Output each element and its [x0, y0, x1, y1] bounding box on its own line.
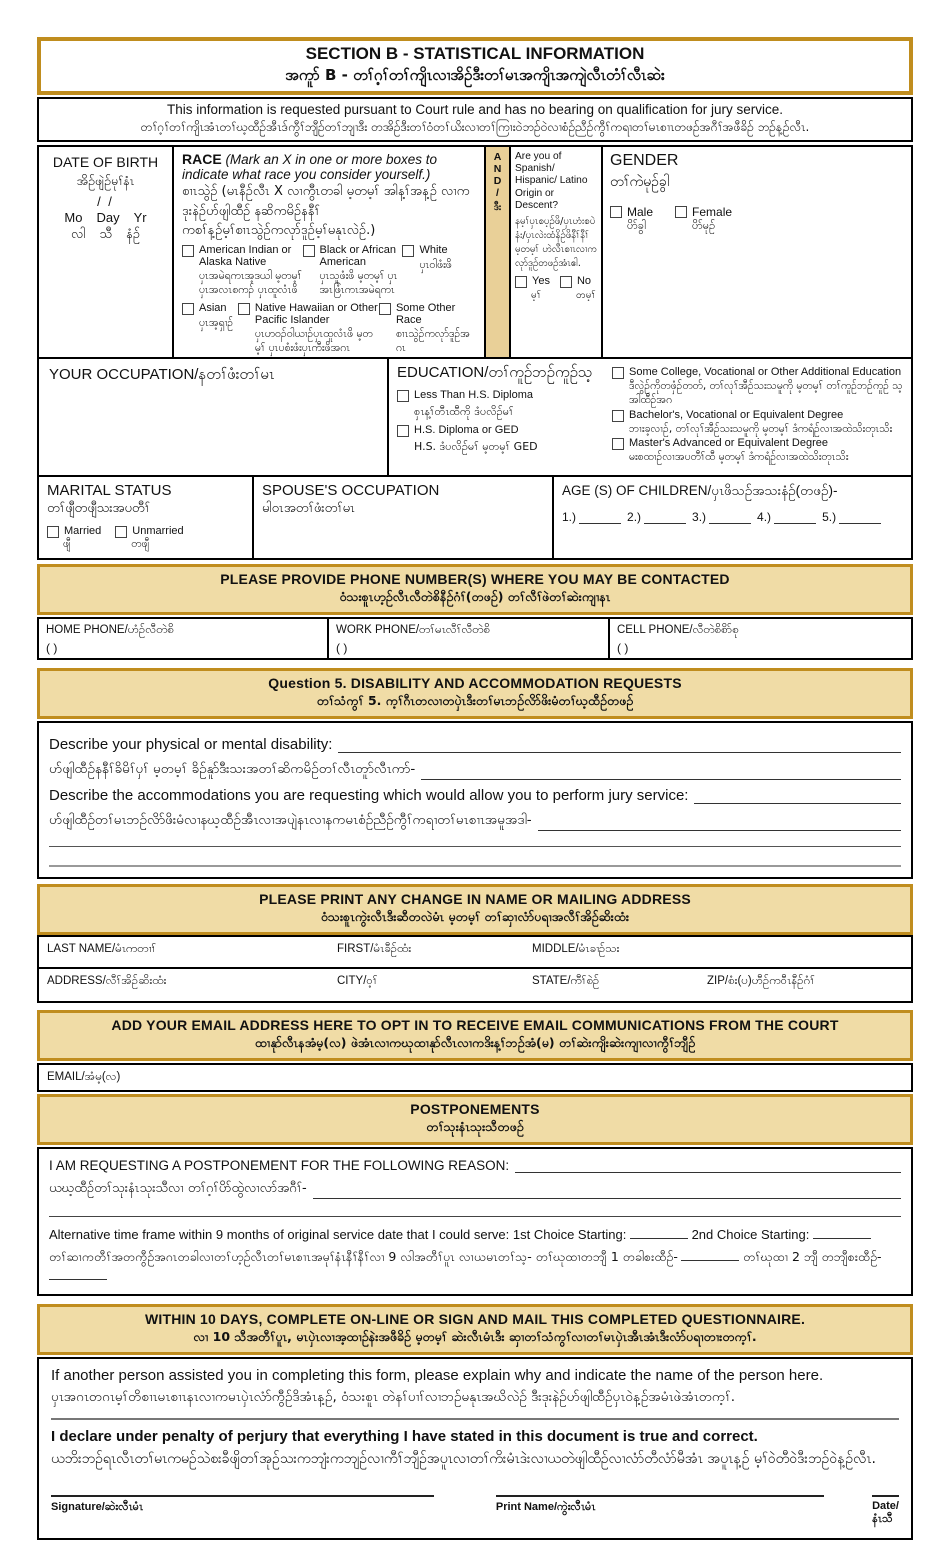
age-3-field[interactable] [709, 512, 751, 524]
age-4-field[interactable] [774, 512, 816, 524]
checkbox-black-african-american[interactable] [303, 245, 315, 257]
postponement-reason-en: I AM REQUESTING A POSTPONEMENT FOR THE FOLLOWING REASON: [49, 1158, 510, 1174]
cell-phone-label: CELL PHONE/လီတဲစိစိာ်စု [617, 624, 739, 637]
unmarried-label-karen: တဖျီ [131, 538, 150, 551]
name-change-banner-en: PLEASE PRINT ANY CHANGE IN NAME OR MAILING ADDRESS [259, 891, 691, 908]
statistics-grid [37, 145, 913, 560]
second-choice-field[interactable] [813, 1227, 871, 1239]
education-option-some-college [612, 366, 903, 407]
alt-timeframe-en: Alternative time frame within 9 months of original service date that I could serve: 1st Choice Starting: [49, 1227, 627, 1243]
disability-field-en[interactable] [338, 739, 901, 753]
spouse-occupation-cell[interactable] [254, 477, 554, 558]
spouse-label-en: SPOUSE'S OCCUPATION [262, 482, 440, 500]
dob-label-en: DATE OF BIRTH [52, 154, 159, 170]
postponement-reason-field-en[interactable] [515, 1159, 901, 1173]
age-2-label: 2.) [627, 510, 642, 525]
hispanic-yes-option [515, 275, 550, 303]
race-option-en: Some Other Race [395, 301, 456, 326]
alt-timeframe-karen-2: တၢ်ဃုထၢ 2 ဘျီ [743, 1248, 818, 1264]
hispanic-no-option [560, 275, 596, 303]
male-label-karen: ပိာ်ခွါ [627, 219, 646, 232]
age-1-label: 1.) [562, 510, 577, 525]
first-choice-field-karen[interactable] [681, 1249, 739, 1261]
question5-banner [37, 668, 913, 719]
accommodation-prompt-karen: ဟ်ဖျါထီဉ်တၢ်မၤဘဉ်လိာ်ဖိးမံလၢနဃ့ထီဉ်အီၤလၢအပျဲနၤလၢနကမၤစံဉ်ညီဉ်ကွီၢ်ကရၢတၢ်မၤစၢၤအမူအဒါ- [49, 812, 532, 829]
work-phone-cell[interactable] [329, 619, 610, 658]
postponement-reason-karen: ယဃ့ထီဉ်တၢ်သုးနံၤသုးသီလၢ တၢ်ဂ့ၢ်ပိာ်ထွဲလၢလာ်အဂီၢ်- [49, 1181, 307, 1197]
name-change-banner-karen: ဝံသးစူၤကွဲးလီၤဒီးဆီတလဲမံၤ မ့တမ့ၢ် တၢ်ဆှၢလံာ်ပရၢအလီၢ်အိဉ်ဆိးထံး [320, 909, 630, 925]
race-option-en: Asian [199, 301, 227, 314]
dob-day-label: Day [96, 210, 120, 225]
education-option-en: Master's Advanced or Equivalent Degree [629, 436, 828, 449]
race-option-hawaiian [238, 302, 379, 355]
education-option-hs-ged [397, 424, 612, 455]
declaration-body [37, 1357, 913, 1540]
state-field[interactable]: STATE/ကီၢ်စဲဉ် [532, 975, 600, 988]
checkbox-hispanic-no[interactable] [560, 276, 572, 288]
gender-label-en: GENDER [610, 152, 679, 169]
postponement-banner-en: POSTPONEMENTS [410, 1101, 540, 1118]
blank-writing-line[interactable] [49, 847, 901, 867]
zip-field[interactable]: ZIP/စံး(ပ)ဟီဉ်ကဝီၤနီဉ်ဂံၢ် [707, 975, 816, 988]
education-option-bachelors [612, 409, 903, 436]
checkbox-native-hawaiian[interactable] [238, 303, 250, 315]
married-label-en: Married [64, 525, 102, 538]
perjury-declaration-karen: ယဘိးဘဉ်ရၤလီၤတၢ်မၤကမဉ်သဲစးခီဖျိတၢ်အုဉ်သးကဘျံးကဘျဉ်လၢကီၢ်ဘျီဉ်အပူၤလၢတၢ်ကိးမံၤဒဲးလၢယတဲဖျါထီဉ်လၢလံာ်တီလံာ်မီအံၤ အပူၤန့ဉ် မ့ၢ်ဝဲတီဝဲဒီးဘဉ်ဝဲန့ဉ်လီၤ. [51, 1450, 877, 1467]
hispanic-origin-cell [511, 147, 603, 357]
notice-en: This information is requested pursuant to Court rule and has no bearing on qualification for jury service. [166, 102, 784, 117]
disability-prompt-karen: ဟ်ဖျါထီဉ်နနီၢ်ခိမိၢ်ပှၢ် မ့တမ့ၢ် ခိဉ်နူာ်ဒီးသးအတၢ်ဆိကမိဉ်တၢ်လီၤတူာ်လီၤကာ်- [49, 761, 416, 778]
female-label-en: Female [692, 205, 733, 219]
hispanic-question-en: Are you of Spanish/ Hispanic/ Latino Origin or Descent? [515, 151, 588, 211]
disability-prompt-en: Describe your physical or mental disability: [49, 736, 333, 754]
race-option-karen: ပှၤဟဝၣ်ဝါယၢဉ်ပှၤထူလံၤဖိ မ့တမ့ၢ် ပှၤပစံးဖံးပှၤကီးဖိအဂၤ [254, 327, 373, 355]
blank-writing-line[interactable] [49, 831, 901, 847]
spouse-label-karen: မါဝၤအတၢ်ဖံးတၢ်မၤ [262, 501, 355, 517]
alt-timeframe-karen-3: တဘျီစးထီဉ်- [821, 1248, 882, 1264]
section-title-en: SECTION B - STATISTICAL INFORMATION [305, 44, 645, 63]
checkbox-hs-diploma-ged[interactable] [397, 425, 409, 437]
age-1-field[interactable] [579, 512, 621, 524]
age-3-label: 3.) [692, 510, 707, 525]
accommodation-prompt-en: Describe the accommodations you are requesting which would allow you to perform jury service: [49, 787, 689, 805]
education-cell [389, 359, 911, 475]
section-b-header [37, 37, 913, 95]
checkbox-less-than-hs[interactable] [397, 390, 409, 402]
cell-phone-cell[interactable] [610, 619, 911, 658]
education-option-en: Bachelor's, Vocational or Equivalent Degree [629, 408, 844, 421]
second-choice-field-karen[interactable] [49, 1268, 107, 1280]
race-label-en: RACE [182, 151, 222, 167]
dob-month-label: Mo [64, 210, 83, 225]
postponement-reason-field-karen[interactable] [313, 1185, 901, 1199]
and-divider-column [484, 147, 511, 357]
assistance-statement-en: If another person assisted you in completing this form, please explain why and indicate the name of the person here. [51, 1366, 824, 1384]
race-option-en: White [419, 243, 448, 256]
phone-banner-en: PLEASE PROVIDE PHONE NUMBER(S) WHERE YOU MAY BE CONTACTED [220, 571, 730, 588]
blank-writing-line[interactable] [49, 1199, 901, 1217]
race-instruction-karen-1: စၢၤသွဲဉ် (မၤနီဉ်လီၤ X လၢကွီၤတခါ မ့တမ့ၢ် အါန့ၢ်အန့ဉ် လၢကဒုးနဲဉ်ဟ်ဖျါထီဉ် နဆိကမိဉ်နနီၢ် [182, 184, 470, 219]
within-10-days-banner [37, 1304, 913, 1355]
gender-male-option [610, 205, 653, 235]
name-change-banner [37, 884, 913, 935]
education-option-masters [612, 437, 903, 464]
education-option-karen: ဒီလွဲဉ်ကိုတဖှံဉ်တတ်, တၢ်လုၢ်အီဉ်သးသမူကို မ့တမ့ၢ် တၢ်ကူဉ်ဘဉ်ကူဉ် သ့အါထီဉ်အဂ [629, 380, 903, 407]
accommodation-field-karen[interactable] [538, 817, 901, 831]
education-option-karen: H.S. ဒံပလိဉ်မၢ် မ့တမ့ၢ် GED [414, 440, 538, 454]
age-5-label: 5.) [822, 510, 837, 525]
home-phone-cell[interactable] [39, 619, 329, 658]
female-label-karen: ပိာ်မုဉ် [692, 219, 716, 232]
education-option-less-hs [397, 389, 612, 420]
education-option-en: H.S. Diploma or GED [414, 424, 519, 437]
email-banner-karen: ထၢနုာ်လီၤနအံမ့(လ) ဖဲအံၤလၢကဃုထၢနုာ်လီၤလၢကဒိးန့ၢ်ဘဉ်အံ(မ) တၢ်ဆဲးကျိးဆဲးကျၢလၢကွီၢ်ဘျီဉ် [254, 1035, 696, 1051]
age-4-label: 4.) [757, 510, 772, 525]
race-option-karen: ပှၤသူဖံးဖိ မ့တမ့ၢ် ပှၤအၤဖြံၤကၤအမဲရကၤ [319, 269, 398, 296]
home-phone-area-code: ( ) [46, 641, 58, 656]
city-field[interactable]: CITY/ဝ့ၢ် [337, 975, 378, 988]
dob-slashes[interactable]: / / [97, 194, 114, 209]
work-phone-label: WORK PHONE/တၢ်မၤလီၢ်လီတဲစိ [336, 624, 490, 637]
no-label-karen: တမ့ၢ် [575, 289, 596, 301]
middle-name-field[interactable]: MIDDLE/မံၤခၢဉ်သး [532, 943, 620, 956]
postponement-banner [37, 1094, 913, 1145]
checkbox-masters[interactable] [612, 438, 624, 450]
race-instruction-en: (Mark an X in one or more boxes to indicate what race you consider yourself.) [182, 152, 438, 182]
race-instruction-karen-2: ကစၢ်န့ဉ်မ့ၢ်စၢၤသွဲဉ်ကလုာ်ဒူဉ်မ့ၢ်မနုၤလဲဉ်.) [182, 223, 376, 238]
race-cell [174, 147, 484, 357]
work-phone-area-code: ( ) [336, 641, 348, 656]
race-option-other [379, 302, 476, 355]
email-banner [37, 1010, 913, 1061]
alt-timeframe-karen-1: တၢ်ဆၢကတီၢ်အတကွီဉ်အဂၤတခါလၢတၢ်ဟ့ဉ်လီၤတၢ်မၤစၢၤအမုၢ်နံၤနီၢ်နီၢ်လၢ 9 လါအတီၢ်ပူၤ လၢယမၤတၢ်သ့- တၢ်ဃုထၢတဘျီ 1 တခါစးထီဉ်- [49, 1248, 678, 1264]
race-option-karen: စၢၤသွဲဉ်ကလုာ်ဒူဉ်အဂၤ [395, 327, 470, 355]
checkbox-female[interactable] [675, 206, 687, 218]
within-10-days-en: WITHIN 10 DAYS, COMPLETE ON-LINE OR SIGN AND MAIL THIS COMPLETED QUESTIONNAIRE. [144, 1310, 806, 1327]
name-change-fields [37, 935, 913, 1003]
race-option-white [402, 244, 476, 297]
yes-label-en: Yes [532, 274, 550, 287]
and-letter: N [493, 163, 502, 176]
and-letter: D [493, 175, 502, 188]
last-name-field[interactable]: LAST NAME/မံၤကတၢၢ် [47, 943, 157, 956]
cell-phone-area-code: ( ) [617, 641, 629, 656]
email-banner-en: ADD YOUR EMAIL ADDRESS HERE TO OPT IN TO RECEIVE EMAIL COMMUNICATIONS FROM THE COURT [111, 1017, 839, 1034]
question5-banner-karen: တၢ်သံကွၢ် 5. က့ၢ်ဂီၤတလၢတပှဲၤဒီးတၢ်မၤဘဉ်လိာ်ဖိးမံတၢ်ဃ့ထီဉ်တဖဉ် [316, 693, 634, 709]
checkbox-hispanic-yes[interactable] [515, 276, 527, 288]
assistance-statement-karen: ပှၤအဂၤတဂၤမ့ၢ်တိစၢၤမၤစၢၤနၤလၢကမၤပှဲၤလံာ်ကွီဉ်ဒိအံၤန့ဉ်, ဝံသးစူၤ တဲနၢ်ပၢၢ်လၢဘဉ်မနုၤအဃိလဲဉ် ဒီးဒုးနဲဉ်ဟ်ဖျါထီဉ်ပှၤဝဲန့ဉ်အမံၤဖဲအံၤတက့ၢ်. [51, 1388, 735, 1405]
phone-banner-karen: ဝံသးစူၤဟ့ဉ်လီၤလီတဲစိနီဉ်ဂံၢ်(တဖဉ်) တၢ်လီၢ်ဖဲတၢ်ဆဲးကျၢနၤ [339, 589, 611, 605]
date-field[interactable] [872, 1495, 899, 1497]
first-choice-field[interactable] [630, 1227, 688, 1239]
dob-label-karen: အိဉ်ဖျဲဉ်မုၢ်နံၤ [76, 173, 135, 188]
accommodation-field-en[interactable] [694, 790, 901, 804]
checkbox-some-college[interactable] [612, 367, 624, 379]
checkbox-american-indian[interactable] [182, 245, 194, 257]
checkbox-some-other-race[interactable] [379, 303, 391, 315]
hispanic-question-karen: နမ့ၢ်ပှၤစပ့ဉ်ဖိ/ပှၤဟံးစပဲနံး/ပှၤလဲးထံနိဉ်ဖိနီၢ်နီၢ် မ့တမ့ၢ် ဟဲလီၤစၢၤလၢကလုာ်ဒူဉ်တဖဉ်အံၤဧါ. [515, 216, 597, 269]
dob-month-karen: လါ [71, 227, 86, 242]
education-option-karen: မးစထၢဉ်လၢအပတီၢ်ထီ မ့တမ့ၢ် ဒံကရံဉ်လၢအထဲသိးတုၤသိး [629, 450, 849, 463]
first-name-field[interactable]: FIRST/မံၤခီဉ်ထံး [337, 943, 412, 956]
disability-field-karen[interactable] [421, 766, 901, 780]
checkbox-male[interactable] [610, 206, 622, 218]
gender-female-option [675, 205, 732, 235]
date-of-birth-cell [39, 147, 174, 357]
address-field[interactable]: ADDRESS/လီၢ်အိဉ်ဆိးထံး [47, 975, 167, 988]
checkbox-asian[interactable] [182, 303, 194, 315]
race-heading [182, 151, 476, 182]
dob-year-label: Yr [133, 210, 147, 225]
marital-status-cell [39, 477, 254, 558]
race-option-black [303, 244, 403, 297]
male-label-en: Male [627, 205, 654, 219]
notice-box [37, 97, 913, 142]
signature-label: Signature/ဆဲးလီၤမံၤ [51, 1501, 144, 1514]
children-label: AGE (S) OF CHILDREN/ပှၤဖိသဉ်အသးနံဉ်(တဖဉ်)- [562, 483, 838, 499]
unmarried-label-en: Unmarried [132, 525, 184, 538]
signature-field[interactable] [51, 1495, 434, 1497]
occupation-cell[interactable] [39, 359, 389, 475]
dob-day-karen: သီ [99, 227, 113, 242]
divider-line [51, 1418, 899, 1420]
second-choice-label: 2nd Choice Starting: [691, 1227, 810, 1243]
and-letter: A [493, 151, 502, 163]
race-option-karen: ပှၤအ့ရှၢဉ် [199, 316, 234, 329]
and-slash: / [496, 187, 499, 200]
marital-label-en: MARITAL STATUS [47, 482, 172, 500]
age-2-field[interactable] [644, 512, 686, 524]
race-option-karen: ပှၤဝါဖံးဖိ [419, 258, 452, 271]
no-label-en: No [576, 274, 592, 287]
education-option-en: Less Than H.S. Diploma [414, 389, 534, 402]
email-field[interactable]: EMAIL/အံမ့(လ) [37, 1063, 913, 1092]
checkbox-unmarried[interactable] [115, 526, 127, 538]
postponement-body [37, 1147, 913, 1296]
education-option-en: Some College, Vocational or Other Additional Education [629, 366, 902, 379]
section-title-karen: အကူာ် B - တၢ်ဂ့ၢ်တၢ်ကျိၤလၢအိဉ်ဒီးတၢ်မၤအကျိၤအကျဲလီၤတံၢ်လီၤဆဲး [285, 66, 665, 84]
unmarried-option [115, 525, 183, 553]
print-name-field[interactable] [496, 1495, 824, 1497]
yes-label-karen: မ့ၢ် [531, 289, 541, 301]
postponement-banner-karen: တၢ်သုးနံၤသုးသီတဖဉ် [426, 1119, 524, 1135]
race-option-en: American Indian or Alaska Native [199, 243, 292, 268]
gender-cell [603, 147, 911, 357]
education-option-karen: စှၤန့ၢ်တီၤထီကို ဒံပလိဉ်မၢ် [414, 405, 514, 419]
question5-banner-en: Question 5. DISABILITY AND ACCOMMODATION REQUESTS [268, 675, 682, 692]
race-option-asian [182, 302, 238, 355]
married-label-karen: ဖျီ [63, 538, 71, 551]
notice-karen: တၢ်ဂ့ၢ်တၢ်ကျိၤအံၤတၢ်ဃ့ထီဉ်အီၤဒ်ကွီၢ်ဘျီဉ်တၢ်ဘျၢဒီး တအိဉ်ဒီးတၢ်ဝံတၢ်ယိးလၢတၢ်ကြၢးဝဲဘဉ်ဝဲလၢစံဉ်ညီဉ်ကွီၢ်ကရၢတၢ်မၤစၢၤတဖဉ်အဂီၢ်အဖီခိဉ် ဘဉ်န့ဉ်လီၤ. [140, 120, 810, 134]
phone-banner [37, 564, 913, 615]
print-name-label: Print Name/ကွဲးလီၤမံၤ [495, 1501, 596, 1514]
education-option-karen: ဘၢးခ့လၢဉ်, တၢ်လုၢ်အီဉ်သးသမူကို မ့တမ့ၢ် ဒံကရံဉ်လၢအထဲသိးတုၤသိး [629, 422, 893, 435]
and-karen: ဒီး [493, 202, 502, 214]
children-ages-cell [554, 477, 911, 558]
race-option-american-indian [182, 244, 303, 297]
education-label: EDUCATION/တၢ်ကူဉ်ဘဉ်ကူဉ်သ့ [397, 364, 593, 382]
checkbox-bachelors[interactable] [612, 410, 624, 422]
occupation-label: YOUR OCCUPATION/နတၢ်ဖံးတၢ်မၤ [49, 366, 275, 384]
question5-body [37, 721, 913, 879]
race-option-karen: ပှၤအမဲရကၤအ့ဒယါ မ့တမ့ၢ် ပှၤအလၤစကၣ် ပှၤထူလံၤဖိ [199, 269, 302, 296]
within-10-days-karen: လၢ 10 သီအတီၢ်ပူၤ, မၤပှဲၤလၢအ့ထၢဉ်နဲးအဖီခိဉ် မ့တမ့ၢ် ဆဲးလီၤမံၤဒီး ဆှၢတၢ်သံကွၢ်လၢတၢ်မၤပှဲၤအီၤအံၤဒီးလံာ်ပရၢတၢးတက့ၢ်. [193, 1328, 757, 1344]
race-option-en: Native Hawaiian or Other Pacific Islander [254, 301, 378, 326]
marital-label-karen: တၢ်ဖျီတဖျီသးအပတီၢ် [47, 501, 150, 517]
perjury-declaration-en: I declare under penalty of perjury that everything I have stated in this document is true and correct. [51, 1427, 758, 1445]
race-option-en: Black or African American [319, 243, 396, 268]
checkbox-white[interactable] [402, 245, 414, 257]
phone-fields-row [37, 617, 913, 660]
checkbox-married[interactable] [47, 526, 59, 538]
married-option [47, 525, 101, 553]
dob-year-karen: နံဉ် [126, 227, 140, 242]
home-phone-label: HOME PHONE/ဟံဉ်လီတဲစိ [46, 624, 174, 637]
gender-label-karen: တၢ်ကဲမုဉ်ခွါ [610, 174, 670, 190]
date-label: Date/နံၤသီ [872, 1500, 899, 1526]
age-5-field[interactable] [839, 512, 881, 524]
